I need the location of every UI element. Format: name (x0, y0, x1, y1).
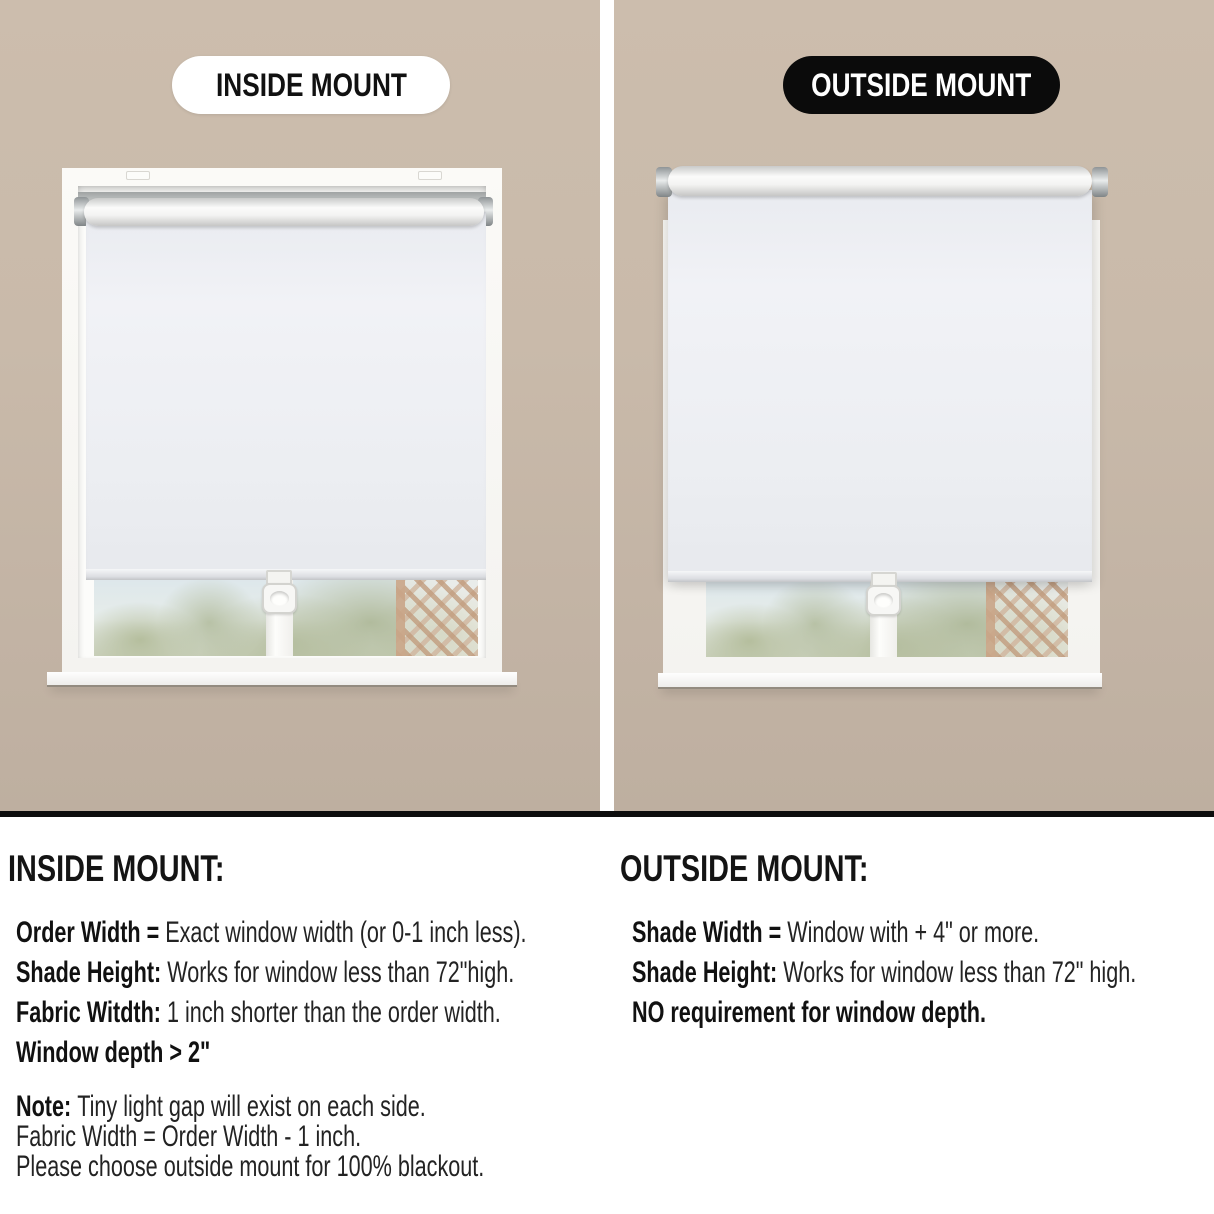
line-label: Shade Height: (16, 956, 168, 989)
shade-fabric (668, 190, 1092, 582)
outside-mount-heading: OUTSIDE MOUNT: (620, 848, 869, 889)
window-sill (47, 672, 517, 685)
note-label: Note: (16, 1090, 78, 1123)
inside-mount-photo (0, 0, 600, 811)
inside-line-shade-height (16, 956, 514, 990)
line-label: Fabric Witdth: (16, 996, 167, 1029)
shade-fabric (86, 212, 486, 580)
line-label: Order Width = (16, 916, 166, 949)
line-text: Window with + 4" or more. (787, 916, 1040, 949)
pull-handle-hole (874, 593, 893, 608)
pull-handle-ring (262, 583, 297, 614)
pull-handle-hole (270, 591, 289, 606)
frame-clip-right (418, 171, 442, 180)
line-label: NO requirement for window depth. (632, 996, 987, 1029)
outside-line-shade-height (632, 956, 1136, 990)
roller-tube (668, 166, 1092, 196)
inside-line-order-width (16, 916, 527, 950)
inside-line-window-depth (16, 1036, 210, 1070)
note-line-3 (16, 1150, 484, 1184)
line-label: Window depth > 2" (16, 1036, 211, 1069)
line-text: Works for window less than 72"high. (167, 956, 515, 989)
roller-tube (84, 198, 484, 226)
outside-line-shade-width (632, 916, 1039, 950)
frame-clip-left (126, 171, 150, 180)
line-text: Works for window less than 72" high. (783, 956, 1137, 989)
inside-mount-heading: INSIDE MOUNT: (8, 848, 225, 889)
outside-mount-photo (614, 0, 1214, 811)
outside-line-no-requirement (632, 996, 986, 1030)
line-text: Exact window width (or 0-1 inch less). (165, 916, 527, 949)
outside-mount-badge-label: OUTSIDE MOUNT (811, 66, 1032, 103)
info-section (0, 817, 1214, 1214)
note-line-1 (16, 1090, 426, 1124)
line-text: 1 inch shorter than the order width. (166, 996, 501, 1029)
note-text: Tiny light gap will exist on each side. (77, 1090, 426, 1123)
line-label: Shade Height: (632, 956, 784, 989)
inside-mount-badge (172, 56, 450, 114)
window-sill (658, 673, 1102, 687)
note-text: Fabric Width = Order Width - 1 inch. (16, 1120, 362, 1153)
note-line-2 (16, 1120, 361, 1154)
garden-lattice (986, 578, 1068, 657)
roller-end-cap-right (1092, 167, 1108, 197)
line-label: Shade Width = (632, 916, 788, 949)
panel-divider (600, 0, 614, 811)
outside-mount-badge (783, 56, 1060, 114)
inside-line-fabric-width (16, 996, 501, 1030)
note-text: Please choose outside mount for 100% blackout. (16, 1150, 485, 1183)
pull-handle-ring (866, 585, 901, 616)
inside-mount-badge-label: INSIDE MOUNT (215, 66, 407, 103)
garden-lattice (396, 576, 478, 656)
